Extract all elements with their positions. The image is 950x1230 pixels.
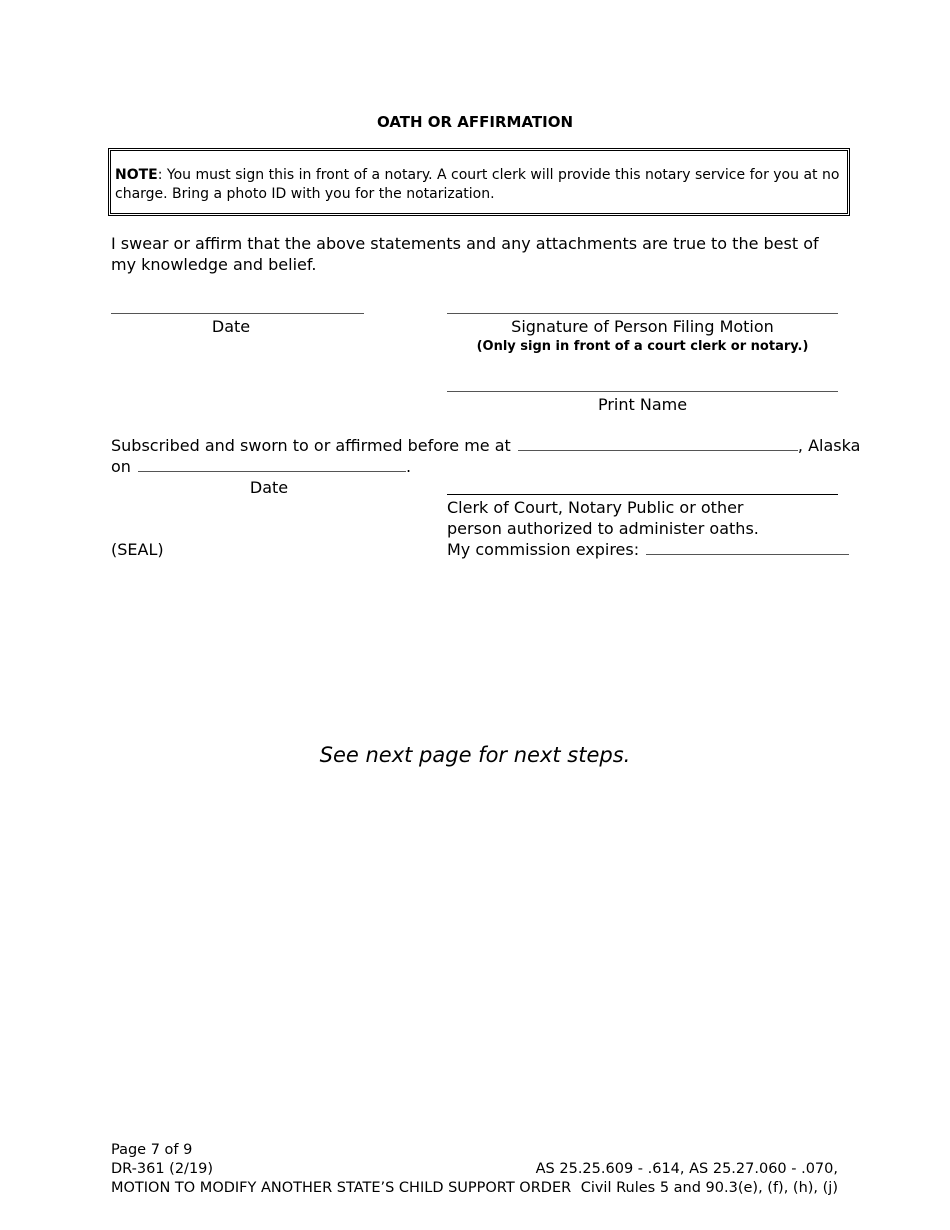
footer-form-title: MOTION TO MODIFY ANOTHER STATE’S CHILD SUPPORT ORDER [111,1180,572,1196]
signature-sublabel: (Only sign in front of a court clerk or notary.) [476,339,809,354]
note-label: NOTE [115,167,158,183]
seal-label: (SEAL) [111,540,164,559]
sworn-date-label: Date [249,478,289,497]
commission-blank[interactable] [646,540,849,555]
footer-form-number: DR-361 (2/19) [111,1161,214,1177]
subscribed-row [111,436,860,455]
clerk-signature-line[interactable] [447,494,838,495]
on-text: on [111,457,131,476]
commission-label: My commission expires: [447,540,640,559]
footer-rules: Civil Rules 5 and 90.3(e), (f), (h), (j) [580,1180,838,1196]
note-box [108,148,850,216]
print-name-label: Print Name [597,395,688,414]
signature-line[interactable] [447,313,838,314]
signature-label: Signature of Person Filing Motion [511,317,774,336]
swear-statement: I swear or affirm that the above statements and any attachments are true to the best of my knowledge and belief. [111,234,819,274]
print-name-line[interactable] [447,391,838,392]
subscribed-text: Subscribed and sworn to or affirmed before me at [111,436,511,455]
page-title: OATH OR AFFIRMATION [376,113,574,131]
note-text: : You must sign this in front of a notary. A court clerk will provide this notary service for you at no charge. Bring a photo ID with you for the notarization. [115,167,840,202]
sworn-date-blank[interactable] [138,457,406,472]
clerk-line-1: Clerk of Court, Notary Public or other [447,498,744,517]
footer-page-number: Page 7 of 9 [111,1142,193,1158]
date-signature-line[interactable] [111,313,364,314]
footer-statutes: AS 25.25.609 - .614, AS 25.27.060 - .070, [535,1161,838,1177]
clerk-line-2: person authorized to administer oaths. [447,519,759,538]
period: . [406,457,412,476]
commission-row [447,540,849,559]
next-steps-note: See next page for next steps. [319,743,631,767]
note-content [115,166,843,204]
date-label: Date [211,317,251,336]
alaska-text: , Alaska [797,436,861,455]
on-row [111,457,411,476]
location-blank[interactable] [518,436,798,451]
